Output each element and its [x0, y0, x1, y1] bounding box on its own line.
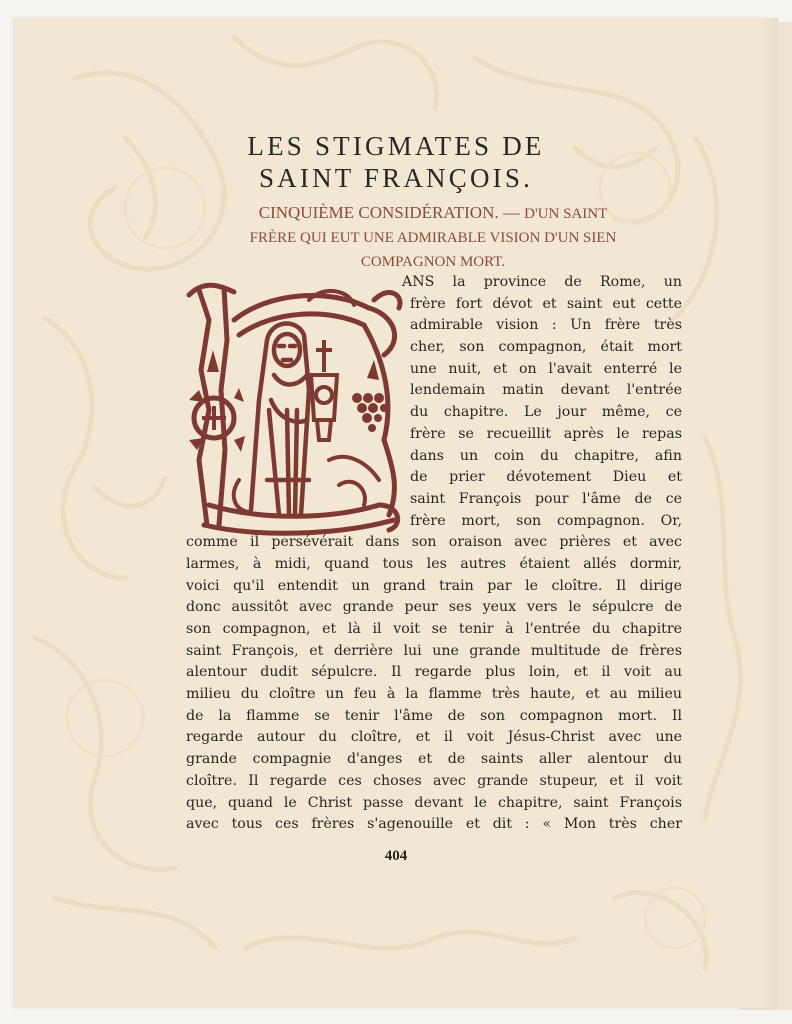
body-line: larmes, à midi, quand tous les autres étaient allés dormir, — [186, 555, 682, 572]
body-line: que, quand le Christ passe devant le chapitre, saint François — [186, 794, 682, 811]
body-line: saint François, et derrière lui une grande multitude de frères — [186, 642, 682, 659]
subtitle-line-3: COMPAGNON MORT. — [360, 254, 506, 270]
body-line: regarde autour du cloître, et il voit Jésus-Christ avec une — [186, 729, 682, 746]
chapter-title-line-1: LES STIGMATES DE — [247, 131, 545, 161]
body-line: lendemain matin devant l'entrée — [410, 382, 682, 399]
body-line: dans un coin du chapitre, afin — [410, 447, 682, 464]
body-line: grande compagnie d'anges et de saints aller alentour du — [186, 751, 682, 768]
chapter-title-line-2: SAINT FRANÇOIS. — [258, 163, 534, 193]
body-text — [186, 272, 682, 836]
body-line: admirable vision : Un frère très — [410, 317, 682, 334]
section-subtitle — [185, 201, 681, 274]
book-page — [15, 18, 777, 1008]
body-line: frère mort, son compagnon. Or, — [410, 512, 682, 529]
body-line: frère fort dévot et saint eut cette — [410, 295, 682, 312]
subtitle-line-1 — [185, 201, 681, 226]
body-line: cher, son compagnon, était mort — [410, 339, 682, 356]
body-line: ANS la province de Rome, un — [402, 274, 682, 290]
body-line: avec tous ces frères s'agenouille et dit : « Mon très cher — [186, 816, 682, 833]
body-line: cloître. Il regarde ces choses avec grande stupeur, et il voit — [186, 772, 682, 789]
body-line: comme il persévérait dans son oraison avec prières et avec — [186, 534, 682, 551]
body-line: son compagnon, et là il voit se tenir à l'entrée du chapitre — [186, 621, 682, 637]
body-line: alentour dudit sépulcre. Il regarde plus loin, et il voit au — [186, 664, 682, 681]
body-line: frère se recueillit après le repas — [410, 425, 682, 442]
body-line: donc aussitôt avec grande peur ses yeux vers le sépulcre de — [186, 599, 682, 616]
body-line: une nuit, et on l'avait enterré le — [410, 360, 682, 377]
body-line: voici qu'il entendit un grand train par le cloître. Il dirige — [186, 577, 682, 594]
page-number: 404 — [384, 848, 408, 864]
subtitle-lead-rest: D'UN SAINT — [524, 206, 608, 222]
subtitle-lead: CINQUIÈME CONSIDÉRATION. — — [258, 203, 525, 222]
body-line: du chapitre. Le jour même, ce — [410, 404, 682, 421]
body-line: de prier dévotement Dieu et — [410, 469, 682, 486]
body-line: saint François pour l'âme de ce — [410, 490, 682, 507]
chapter-title — [15, 130, 777, 194]
body-line: milieu du cloître un feu à la flamme très haute, et au milieu — [186, 686, 682, 703]
subtitle-line-2: FRÈRE QUI EUT UNE ADMIRABLE VISION D'UN SIEN — [249, 230, 617, 246]
body-line: de la flamme se tenir l'âme de son compagnon mort. Il — [186, 707, 682, 724]
